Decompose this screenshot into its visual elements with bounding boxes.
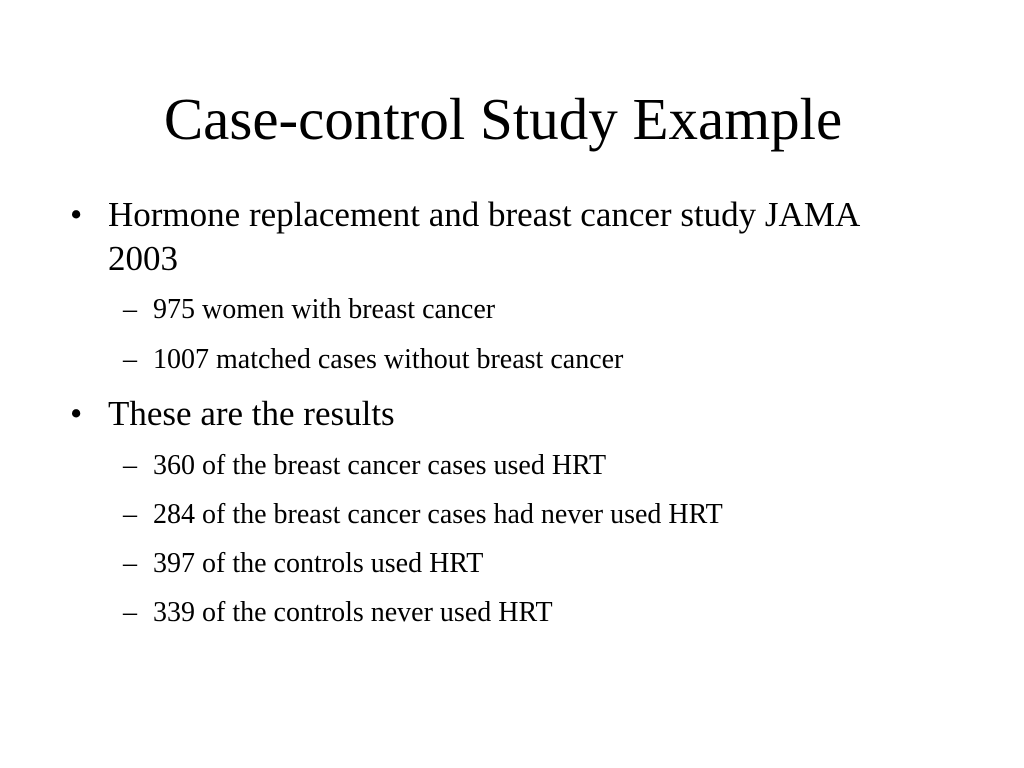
bullet-text: Hormone replacement and breast cancer study JAMA 2003 xyxy=(108,195,859,278)
slide-title: Case-control Study Example xyxy=(163,86,843,152)
bullet-text: These are the results xyxy=(108,394,395,433)
dash-marker: – xyxy=(123,499,137,530)
dash-marker: – xyxy=(123,597,137,628)
sub-item-text: 975 women with breast cancer xyxy=(153,294,496,325)
dash-marker: – xyxy=(123,294,137,325)
bullet-item-study xyxy=(70,193,888,281)
bullet-item-results xyxy=(70,392,888,436)
bullet-marker: • xyxy=(70,394,83,433)
sub-item-text: 284 of the breast cancer cases had never used HRT xyxy=(153,499,723,530)
dash-marker: – xyxy=(123,450,137,481)
sub-item-result-1 xyxy=(123,449,913,483)
sub-item-result-3 xyxy=(123,547,913,581)
sub-item-cases xyxy=(123,293,913,327)
sub-item-result-4 xyxy=(123,596,913,630)
sub-item-controls xyxy=(123,343,913,377)
sub-item-text: 360 of the breast cancer cases used HRT xyxy=(153,450,607,481)
sub-item-text: 339 of the controls never used HRT xyxy=(153,597,553,628)
sub-item-result-2 xyxy=(123,498,913,532)
sub-item-text: 1007 matched cases without breast cancer xyxy=(153,344,624,375)
dash-marker: – xyxy=(123,548,137,579)
bullet-marker: • xyxy=(70,195,83,234)
dash-marker: – xyxy=(123,344,137,375)
sub-item-text: 397 of the controls used HRT xyxy=(153,548,484,579)
